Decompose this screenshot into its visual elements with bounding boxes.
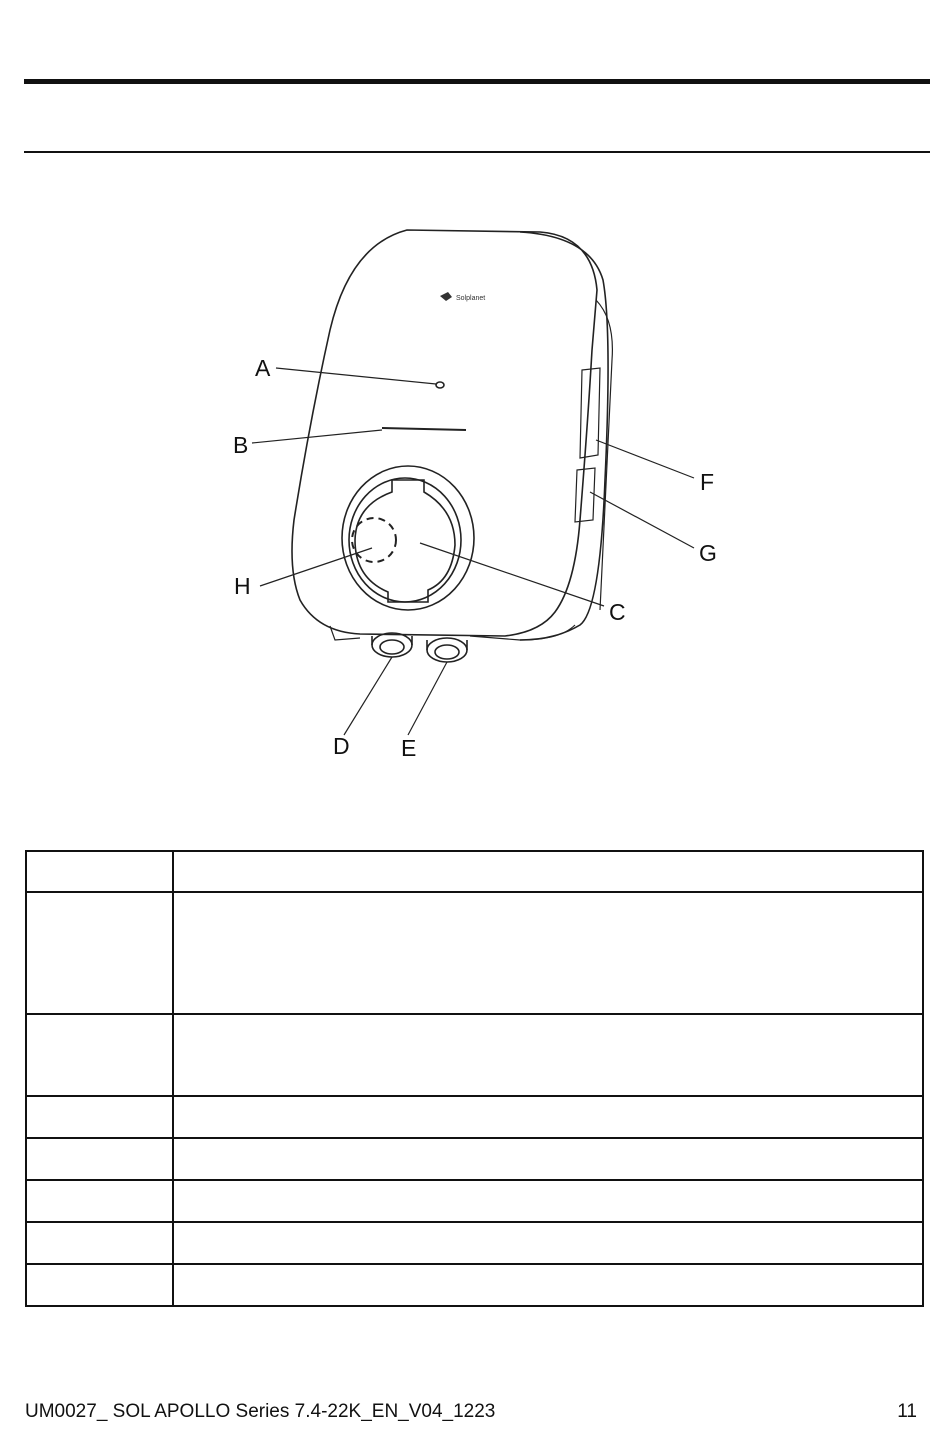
table-cell [26, 1014, 173, 1096]
table-cell [26, 1222, 173, 1264]
table-cell [26, 1138, 173, 1180]
table-cell [173, 851, 923, 892]
callout-c: C [609, 599, 626, 625]
table-cell [173, 1264, 923, 1306]
table-cell [173, 1014, 923, 1096]
table-row [26, 1014, 923, 1096]
callout-e: E [401, 735, 417, 761]
table-cell [173, 1222, 923, 1264]
table-cell [173, 1138, 923, 1180]
table-cell [173, 1180, 923, 1222]
table-header-row [26, 851, 923, 892]
table-cell [173, 1096, 923, 1138]
table-row [26, 1180, 923, 1222]
brand-logo-icon [440, 292, 485, 302]
callout-a: A [255, 355, 271, 381]
footer-page-number: 11 [897, 1401, 917, 1422]
svg-text:Solplanet: Solplanet [456, 295, 486, 302]
parts-table [25, 850, 924, 1307]
table-cell [26, 1096, 173, 1138]
table-row [26, 1096, 923, 1138]
callout-d: D [333, 733, 350, 759]
table-row [26, 1222, 923, 1264]
table-cell [26, 851, 173, 892]
callout-g: G [699, 540, 717, 566]
table-cell [26, 1264, 173, 1306]
table-cell [26, 1180, 173, 1222]
table-row [26, 1264, 923, 1306]
callout-f: F [700, 469, 715, 495]
table-cell [173, 892, 923, 1014]
table-row [26, 892, 923, 1014]
callout-b: B [233, 432, 249, 458]
callout-h: H [234, 573, 251, 599]
table-cell [26, 892, 173, 1014]
table-row [26, 1138, 923, 1180]
footer-document-id: UM0027_ SOL APOLLO Series 7.4-22K_EN_V04_1223 [25, 1401, 496, 1422]
